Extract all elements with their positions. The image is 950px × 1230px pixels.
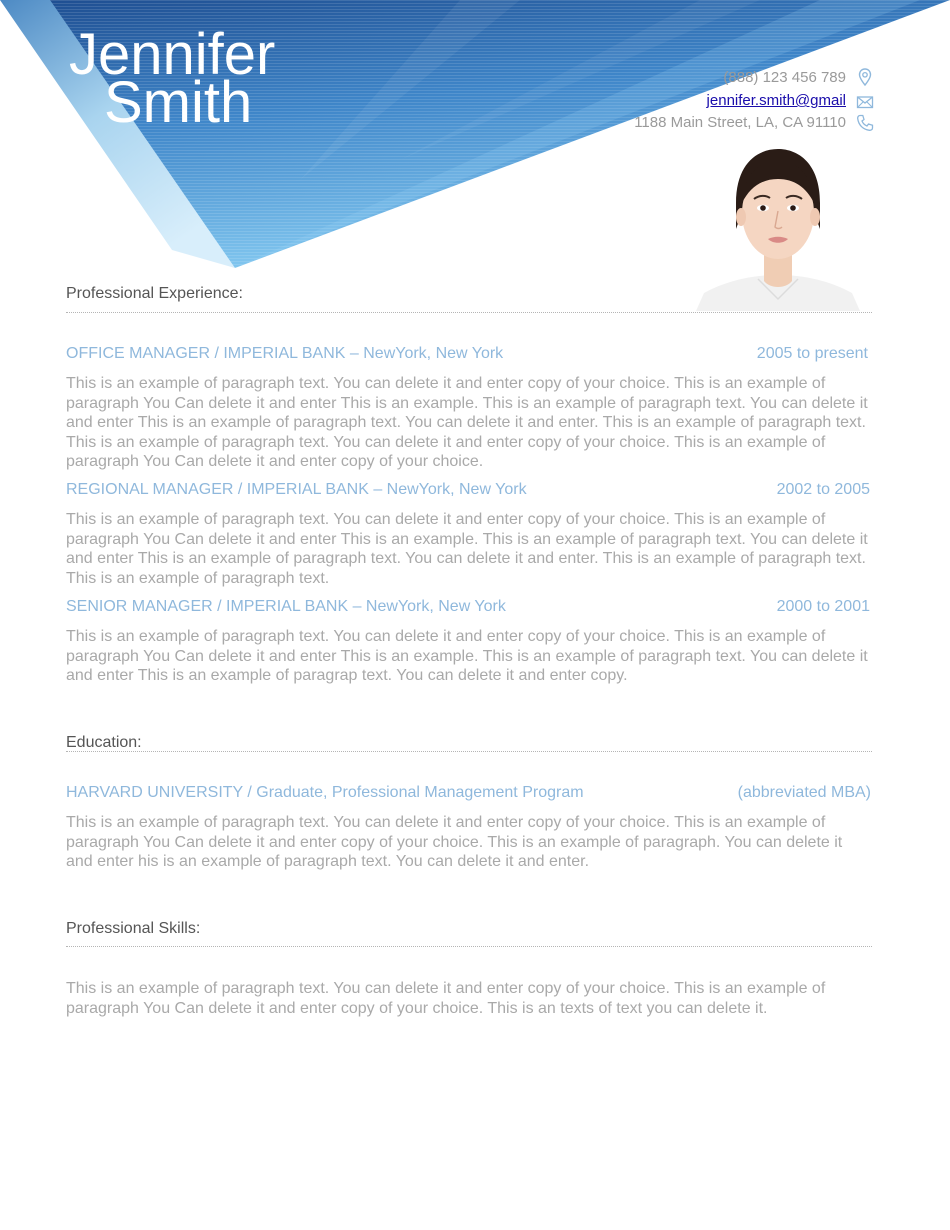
first-name: Jennifer <box>69 22 276 87</box>
phone-text: (888) 123 456 789 <box>723 69 846 86</box>
job-description: This is an example of paragraph text. You can delete it and enter copy of your choice. This is an example of paragraph You Can delete it and enter This is an example. This is an example of paragraph text. You can delete it and enter This is an example of paragrap text. You can delete it and enter copy. <box>66 628 868 685</box>
last-name: Smith <box>104 70 253 135</box>
profile-photo <box>696 143 860 311</box>
job-description: This is an example of paragraph text. You can delete it and enter copy of your choice. This is an example of paragraph You Can delete it and enter This is an example. This is an example of paragraph text. You can delete it and enter This is an example of paragraph text. You can delete it and enter. This is an example of paragraph text. This is an example of paragraph text. <box>66 511 868 587</box>
email-link[interactable]: jennifer.smith@gmail <box>706 92 846 109</box>
section-title-skills: Professional Skills: <box>66 920 201 937</box>
job-date: 2002 to 2005 <box>776 481 870 498</box>
section-title-experience: Professional Experience: <box>66 285 243 302</box>
education-title: HARVARD UNIVERSITY / Graduate, Professional Management Program <box>66 784 584 801</box>
job-date: 2000 to 2001 <box>776 598 870 615</box>
address-text: 1188 Main Street, LA, CA 91110 <box>634 114 846 131</box>
section-divider <box>66 946 872 947</box>
job-date: 2005 to present <box>756 345 868 362</box>
section-divider <box>66 312 872 313</box>
job-title: REGIONAL MANAGER / IMPERIAL BANK – NewYork, New York <box>66 481 527 498</box>
job-title: OFFICE MANAGER / IMPERIAL BANK – NewYork, New York <box>66 345 504 362</box>
section-title-education: Education: <box>66 734 142 751</box>
phone-icon <box>855 113 875 133</box>
envelope-icon <box>855 92 875 112</box>
job-title: SENIOR MANAGER / IMPERIAL BANK – NewYork, New York <box>66 598 506 615</box>
section-divider <box>66 751 872 752</box>
job-description: This is an example of paragraph text. You can delete it and enter copy of your choice. This is an example of paragraph You Can delete it and enter This is an example. This is an example of paragraph text. You can delete it and enter This is an example of paragraph text. You can delete it and enter. This is an example of paragraph text. This is an example of paragraph text. You can delete it and enter copy of your choice. This is an example of paragraph You Can delete it and enter copy of your choice. <box>66 375 868 471</box>
location-pin-icon <box>855 67 875 87</box>
skills-description: This is an example of paragraph text. You can delete it and enter copy of your choice. This is an example of paragraph You Can delete it and enter copy of your choice. This is an texts of text you can delete it. <box>66 980 826 1017</box>
education-note: (abbreviated MBA) <box>737 784 871 801</box>
education-description: This is an example of paragraph text. You can delete it and enter copy of your choice. This is an example of paragraph You Can delete it and enter copy of your choice. This is an example of paragraph. You can delete it and enter his is an example of paragraph text. You can delete it and enter. <box>66 814 843 871</box>
